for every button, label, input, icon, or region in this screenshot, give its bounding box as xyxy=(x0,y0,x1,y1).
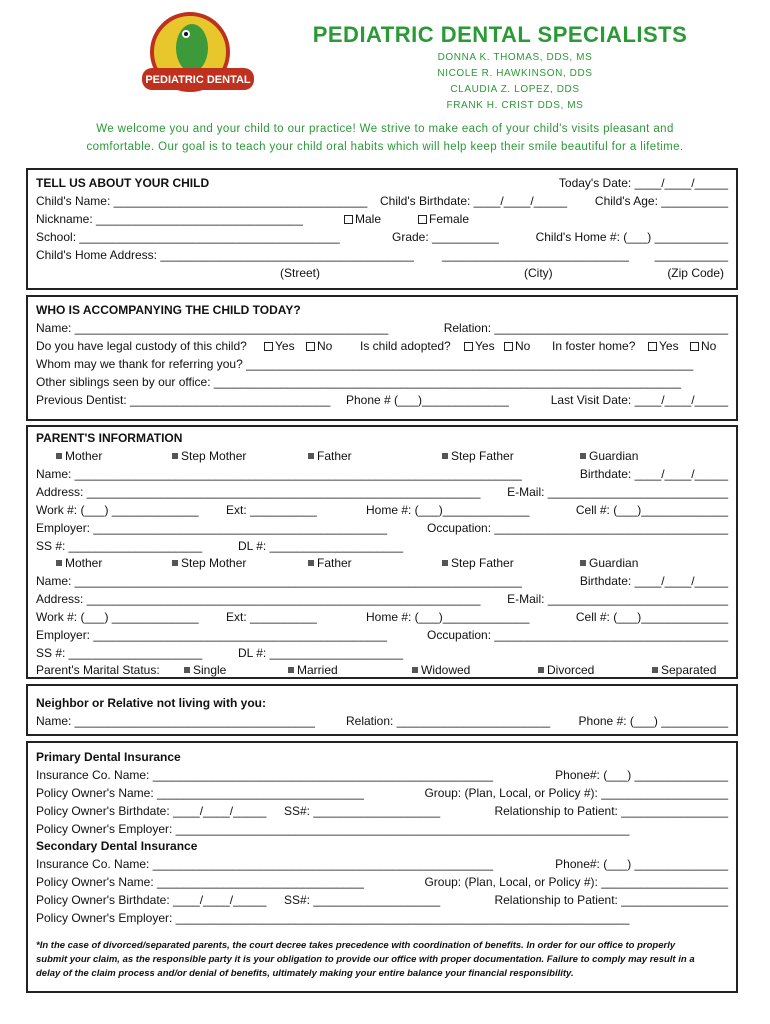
doctor-name: FRANK H. CRIST DDS, MS xyxy=(446,100,584,111)
guardian-option[interactable]: Guardian xyxy=(580,447,638,465)
parent1-name-field[interactable]: Name: ___________________________________________________________________ xyxy=(36,467,522,481)
parent2-birthdate-field[interactable]: Birthdate: ____/____/_____ xyxy=(579,574,728,588)
primary-company-field[interactable]: Insurance Co. Name: ___________________________________________________ xyxy=(36,768,494,782)
secondary-owner-name-field[interactable]: Policy Owner's Name: _______________________________ xyxy=(36,875,364,889)
parent2-cell-phone-field[interactable]: Cell #: (___)_____________ xyxy=(575,610,728,624)
stepfather-option[interactable]: Step Father xyxy=(442,447,514,465)
parent1-type-options xyxy=(36,447,728,465)
stepfather-option[interactable]: Step Father xyxy=(442,554,514,572)
parent-info-section xyxy=(26,425,738,679)
grade-field[interactable]: Grade: __________ xyxy=(392,230,499,244)
parent1-work-phone-field[interactable]: Work #: (___) _____________ xyxy=(36,503,199,517)
parent2-ext-field[interactable]: Ext: __________ xyxy=(226,610,317,624)
doctor-name: NICOLE R. HAWKINSON, DDS xyxy=(437,68,593,79)
primary-owner-employer-field[interactable]: Policy Owner's Employer: ____________________________________________________________________ xyxy=(36,822,630,836)
primary-owner-birthdate-field[interactable]: Policy Owner's Birthdate: ____/____/_____ xyxy=(36,804,267,818)
neighbor-name-field[interactable]: Name: ____________________________________ xyxy=(36,714,315,728)
married-option[interactable]: Married xyxy=(288,661,338,679)
dentist-phone-field[interactable]: Phone # (___)_____________ xyxy=(346,393,509,407)
section-heading: PARENT'S INFORMATION xyxy=(36,431,183,445)
accompanying-section xyxy=(26,295,738,421)
secondary-company-phone-field[interactable]: Phone#: (___) ______________ xyxy=(555,857,728,871)
foster-no-checkbox[interactable]: No xyxy=(690,337,716,355)
adopted-yes-checkbox[interactable]: Yes xyxy=(464,337,495,355)
billing-disclaimer: *In the case of divorced/separated parents, the court decree takes precedence with coordination of benefits. In order for our office to properly submit your claim, as the responsible party it is your obligation to provide our office with proper documentation. Failure to comply may result in a delay of the claim process and/or denial of benefits, ultimately making your entire balance your financial responsibility. xyxy=(36,940,695,979)
primary-ss-field[interactable]: SS#: ___________________ xyxy=(284,804,441,818)
parent1-email-field[interactable]: E-Mail: ___________________________ xyxy=(507,485,728,499)
separated-option[interactable]: Separated xyxy=(652,661,716,679)
insurance-section xyxy=(26,741,738,993)
last-visit-field[interactable]: Last Visit Date: ____/____/_____ xyxy=(550,393,728,407)
logo-text: PEDIATRIC DENTAL xyxy=(145,74,251,86)
parent2-work-phone-field[interactable]: Work #: (___) _____________ xyxy=(36,610,199,624)
primary-group-field[interactable]: Group: (Plan, Local, or Policy #): ___________________ xyxy=(424,786,728,800)
section-heading: Neighbor or Relative not living with you: xyxy=(36,696,267,710)
parent2-employer-field[interactable]: Employer: ____________________________________________ xyxy=(36,628,387,642)
custody-no-checkbox[interactable]: No xyxy=(306,337,332,355)
parent1-dl-field[interactable]: DL #: ____________________ xyxy=(238,539,404,553)
street-caption: (Street) xyxy=(280,266,321,280)
parent1-home-phone-field[interactable]: Home #: (___)_____________ xyxy=(366,503,530,517)
foster-question: In foster home? xyxy=(552,339,636,353)
practice-title: PEDIATRIC DENTAL SPECIALISTS xyxy=(312,22,688,47)
secondary-group-field[interactable]: Group: (Plan, Local, or Policy #): ___________________ xyxy=(424,875,728,889)
school-field[interactable]: School: _______________________________________ xyxy=(36,230,340,244)
doctor-name: DONNA K. THOMAS, DDS, MS xyxy=(437,52,593,63)
secondary-owner-birthdate-field[interactable]: Policy Owner's Birthdate: ____/____/_____ xyxy=(36,893,267,907)
secondary-owner-employer-field[interactable]: Policy Owner's Employer: ____________________________________________________________________ xyxy=(36,911,630,925)
child-name-field[interactable]: Child's Name: ______________________________________ xyxy=(36,194,368,208)
neighbor-section xyxy=(26,684,738,736)
parent2-name-field[interactable]: Name: ___________________________________________________________________ xyxy=(36,574,522,588)
section-heading: TELL US ABOUT YOUR CHILD xyxy=(36,176,210,190)
guardian-option[interactable]: Guardian xyxy=(580,554,638,572)
doctor-list xyxy=(400,50,630,114)
parent1-ss-field[interactable]: SS #: ____________________ xyxy=(36,539,203,553)
parent2-ss-field[interactable]: SS #: ____________________ xyxy=(36,646,203,660)
parent1-address-field[interactable]: Address: ___________________________________________________________ xyxy=(36,485,481,499)
child-address-field[interactable]: Child's Home Address: ______________________________________ xyxy=(36,248,414,262)
secondary-insurance-heading: Secondary Dental Insurance xyxy=(36,839,198,853)
referral-field[interactable]: Whom may we thank for referring you? ___________________________________________________________________ xyxy=(36,357,694,371)
accompany-relation-field[interactable]: Relation: ___________________________________ xyxy=(443,321,728,335)
marital-status-label: Parent's Marital Status: xyxy=(36,663,160,677)
secondary-company-field[interactable]: Insurance Co. Name: ___________________________________________________ xyxy=(36,857,494,871)
zip-field[interactable]: ___________ xyxy=(654,248,728,262)
secondary-relationship-field[interactable]: Relationship to Patient: ________________ xyxy=(494,893,728,907)
primary-insurance-heading: Primary Dental Insurance xyxy=(36,750,181,764)
male-checkbox[interactable]: Male xyxy=(344,210,381,228)
mother-option[interactable]: Mother xyxy=(56,447,102,465)
letterhead xyxy=(0,0,770,118)
adopted-no-checkbox[interactable]: No xyxy=(504,337,530,355)
primary-owner-name-field[interactable]: Policy Owner's Name: _______________________________ xyxy=(36,786,364,800)
adopted-question: Is child adopted? xyxy=(360,339,451,353)
welcome-message: We welcome you and your child to our practice! We strive to make each of your child's visits pleasant and comfortable. Our goal is to teach your child oral habits which will help keep their smile beautiful for a lifetime. xyxy=(86,123,684,153)
nickname-field[interactable]: Nickname: _______________________________ xyxy=(36,212,303,226)
zip-caption: (Zip Code) xyxy=(667,266,724,280)
foster-yes-checkbox[interactable]: Yes xyxy=(648,337,679,355)
parent2-type-options xyxy=(36,554,728,572)
secondary-ss-field[interactable]: SS#: ___________________ xyxy=(284,893,441,907)
parent2-occupation-field[interactable]: Occupation: ___________________________________ xyxy=(427,628,728,642)
parent1-employer-field[interactable]: Employer: ____________________________________________ xyxy=(36,521,387,535)
siblings-field[interactable]: Other siblings seen by our office: ______________________________________________________________________ xyxy=(36,375,682,389)
father-option[interactable]: Father xyxy=(308,447,352,465)
primary-company-phone-field[interactable]: Phone#: (___) ______________ xyxy=(555,768,728,782)
dinosaur-logo-icon xyxy=(140,10,256,106)
custody-question: Do you have legal custody of this child? xyxy=(36,339,247,353)
parent1-occupation-field[interactable]: Occupation: ___________________________________ xyxy=(427,521,728,535)
parent2-email-field[interactable]: E-Mail: ___________________________ xyxy=(507,592,728,606)
previous-dentist-field[interactable]: Previous Dentist: ______________________________ xyxy=(36,393,331,407)
child-birthdate-field[interactable]: Child's Birthdate: ____/____/_____ xyxy=(380,194,568,208)
accompany-name-field[interactable]: Name: _______________________________________________ xyxy=(36,321,389,335)
child-age-field[interactable]: Child's Age: __________ xyxy=(594,194,728,208)
child-info-section xyxy=(26,168,738,290)
parent1-birthdate-field[interactable]: Birthdate: ____/____/_____ xyxy=(579,467,728,481)
neighbor-relation-field[interactable]: Relation: _______________________ xyxy=(346,714,551,728)
todays-date-field[interactable]: Today's Date: ____/____/_____ xyxy=(558,176,728,190)
stepmother-option[interactable]: Step Mother xyxy=(172,554,246,572)
father-option[interactable]: Father xyxy=(308,554,352,572)
parent1-cell-phone-field[interactable]: Cell #: (___)_____________ xyxy=(575,503,728,517)
custody-yes-checkbox[interactable]: Yes xyxy=(264,337,295,355)
doctor-name: CLAUDIA Z. LOPEZ, DDS xyxy=(450,84,580,95)
city-caption: (City) xyxy=(524,266,553,280)
widowed-option[interactable]: Widowed xyxy=(412,661,470,679)
divorced-option[interactable]: Divorced xyxy=(538,661,594,679)
parent2-address-field[interactable]: Address: ___________________________________________________________ xyxy=(36,592,481,606)
child-home-phone-field[interactable]: Child's Home #: (___) ___________ xyxy=(535,230,728,244)
single-option[interactable]: Single xyxy=(184,661,226,679)
parent1-ext-field[interactable]: Ext: __________ xyxy=(226,503,317,517)
parent2-home-phone-field[interactable]: Home #: (___)_____________ xyxy=(366,610,530,624)
city-field[interactable]: ____________________________ xyxy=(442,248,629,262)
parent2-dl-field[interactable]: DL #: ____________________ xyxy=(238,646,404,660)
mother-option[interactable]: Mother xyxy=(56,554,102,572)
section-heading: WHO IS ACCOMPANYING THE CHILD TODAY? xyxy=(36,303,301,317)
primary-relationship-field[interactable]: Relationship to Patient: ________________ xyxy=(494,804,728,818)
stepmother-option[interactable]: Step Mother xyxy=(172,447,246,465)
neighbor-phone-field[interactable]: Phone #: (___) __________ xyxy=(578,714,728,728)
female-checkbox[interactable]: Female xyxy=(418,210,469,228)
